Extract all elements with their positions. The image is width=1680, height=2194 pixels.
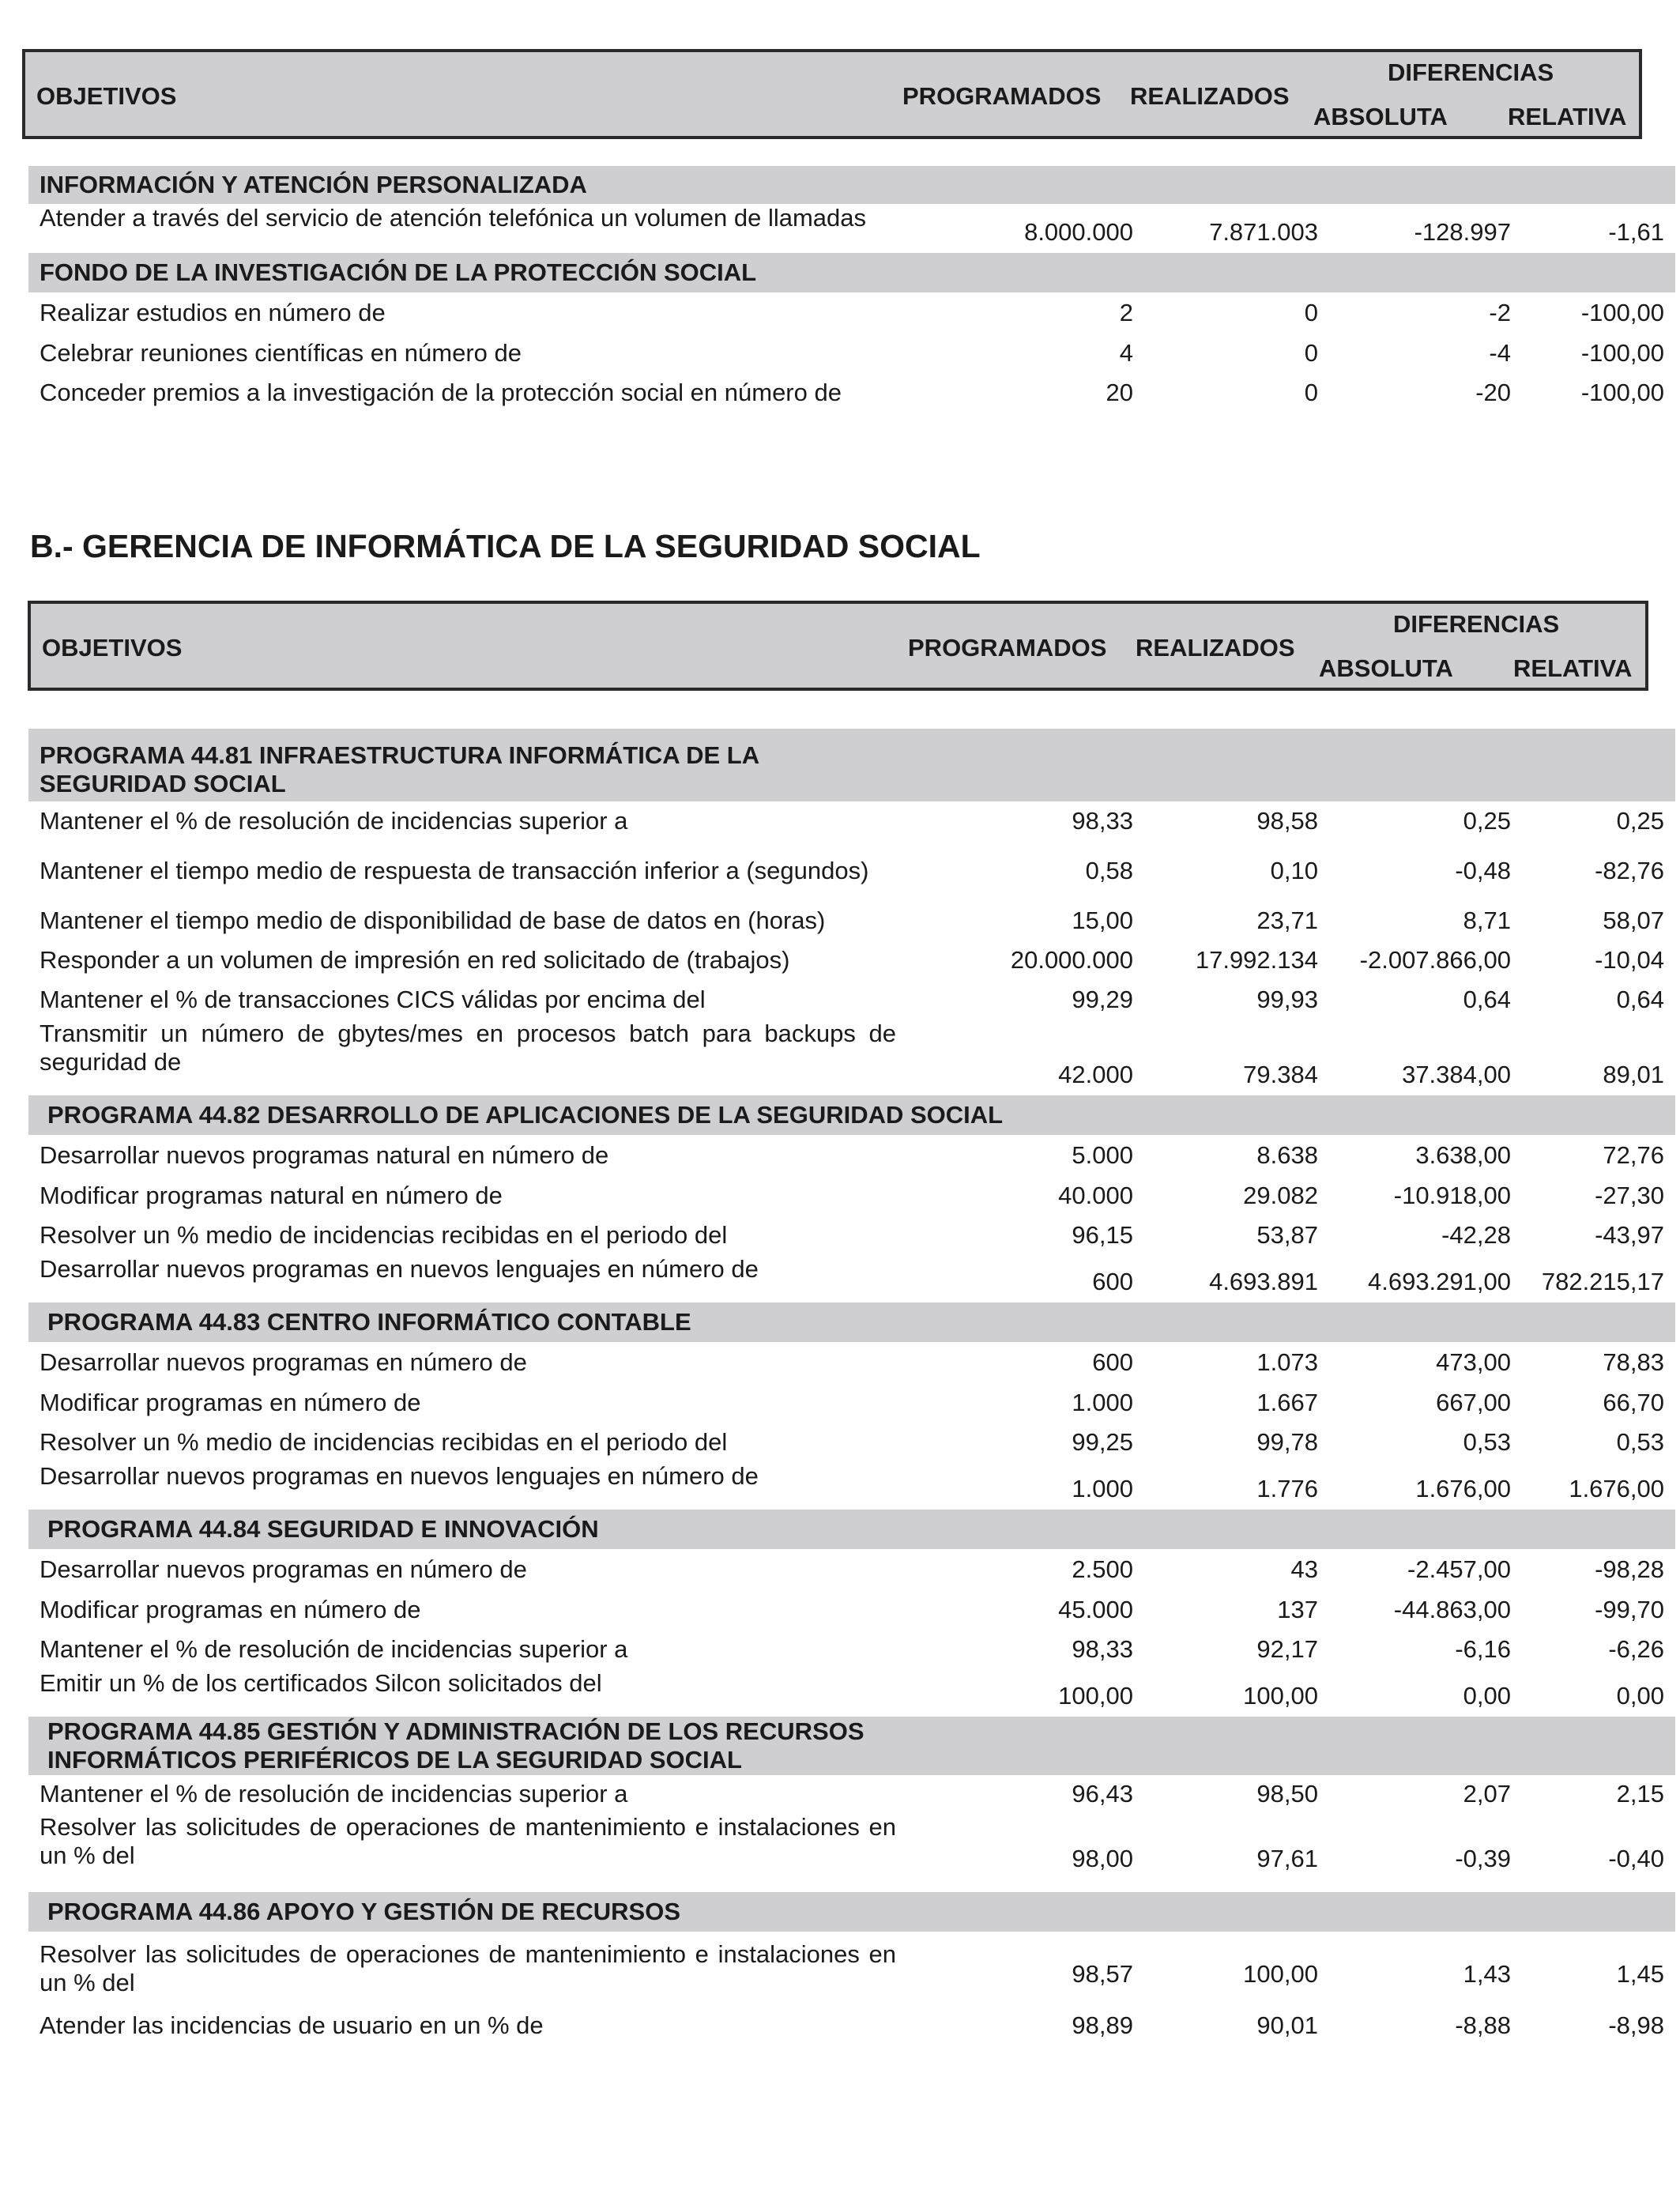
realizados-cell: 7.871.003 bbox=[1209, 218, 1318, 246]
objetivo-cell: Desarrollar nuevos programas en número de bbox=[40, 1348, 527, 1376]
section-title: PROGRAMA 44.84 SEGURIDAD E INNOVACIÓN bbox=[28, 1510, 1675, 1549]
section-header bbox=[28, 1302, 1675, 1342]
section-header bbox=[28, 729, 1675, 801]
relativa-cell: 1,45 bbox=[1616, 1960, 1664, 1988]
table-row bbox=[28, 1423, 1675, 1462]
absoluta-cell: 0,53 bbox=[1463, 1428, 1511, 1456]
realizados-cell: 0,10 bbox=[1270, 857, 1318, 884]
programados-cell: 45.000 bbox=[1058, 1596, 1133, 1623]
objetivo-cell: Desarrollar nuevos programas en nuevos lenguajes en número de bbox=[40, 1462, 759, 1490]
table-row bbox=[28, 980, 1675, 1020]
objetivo-cell: Mantener el % de resolución de incidencias superior a bbox=[40, 807, 628, 835]
table-row bbox=[28, 901, 1675, 941]
table-row bbox=[28, 204, 1675, 253]
objetivo-cell: Transmitir un número de gbytes/mes en procesos batch para backups de seguridad de bbox=[40, 1020, 896, 1076]
objetivo-cell: Celebrar reuniones científicas en número de bbox=[40, 339, 522, 367]
realizados-cell: 137 bbox=[1277, 1596, 1318, 1623]
header-objetivos: OBJETIVOS bbox=[36, 82, 177, 110]
section-header bbox=[28, 166, 1675, 204]
objetivo-cell: Atender las incidencias de usuario en un % de bbox=[40, 2011, 544, 2039]
realizados-cell: 98,58 bbox=[1256, 807, 1318, 835]
realizados-cell: 99,78 bbox=[1256, 1428, 1318, 1456]
header-absoluta: ABSOLUTA bbox=[1313, 103, 1448, 130]
section-title: PROGRAMA 44.83 CENTRO INFORMÁTICO CONTABLE bbox=[28, 1302, 1675, 1342]
table-row bbox=[28, 1176, 1675, 1216]
absoluta-cell: 1.676,00 bbox=[1415, 1475, 1511, 1502]
table-row bbox=[28, 1020, 1675, 1095]
section-header bbox=[28, 1095, 1675, 1135]
programados-cell: 98,57 bbox=[1072, 1960, 1133, 1988]
objetivo-cell: Resolver las solicitudes de operaciones de mantenimiento e instalaciones en un % del bbox=[40, 1940, 896, 1996]
header-realizados: REALIZADOS bbox=[1130, 82, 1290, 110]
table-row bbox=[28, 1255, 1675, 1302]
absoluta-cell: 37.384,00 bbox=[1402, 1061, 1511, 1088]
table-row bbox=[28, 801, 1675, 841]
table-b bbox=[28, 729, 1675, 2045]
table-row bbox=[28, 941, 1675, 980]
section-title: PROGRAMA 44.81 INFRAESTRUCTURA INFORMÁTICA DE LA SEGURIDAD SOCIAL bbox=[28, 729, 907, 801]
section-title: PROGRAMA 44.86 APOYO Y GESTIÓN DE RECURSOS bbox=[28, 1892, 1675, 1932]
absoluta-cell: 3.638,00 bbox=[1415, 1141, 1511, 1169]
realizados-cell: 43 bbox=[1290, 1555, 1318, 1583]
programados-cell: 20 bbox=[1106, 379, 1133, 406]
table-row bbox=[28, 1462, 1675, 1510]
relativa-cell: 2,15 bbox=[1616, 1780, 1664, 1808]
programados-cell: 98,00 bbox=[1072, 1845, 1133, 1872]
table-row bbox=[28, 1549, 1675, 1590]
relativa-cell: -100,00 bbox=[1580, 299, 1664, 326]
realizados-cell: 90,01 bbox=[1256, 2011, 1318, 2039]
realizados-cell: 97,61 bbox=[1256, 1845, 1318, 1872]
programados-cell: 99,25 bbox=[1072, 1428, 1133, 1456]
relativa-cell: -10,04 bbox=[1595, 946, 1664, 974]
relativa-cell: 0,00 bbox=[1616, 1682, 1664, 1710]
table-row bbox=[28, 1813, 1675, 1892]
objetivo-cell: Modificar programas natural en número de bbox=[40, 1182, 503, 1209]
section-header bbox=[28, 253, 1675, 292]
objetivo-cell: Responder a un volumen de impresión en red solicitado de (trabajos) bbox=[40, 946, 790, 974]
section-title: FONDO DE LA INVESTIGACIÓN DE LA PROTECCIÓN SOCIAL bbox=[28, 253, 907, 292]
programados-cell: 1.000 bbox=[1072, 1389, 1133, 1416]
relativa-cell: 1.676,00 bbox=[1569, 1475, 1664, 1502]
absoluta-cell: -0,39 bbox=[1455, 1845, 1511, 1872]
realizados-cell: 98,50 bbox=[1256, 1780, 1318, 1808]
header-programados: PROGRAMADOS bbox=[908, 634, 1107, 662]
realizados-cell: 79.384 bbox=[1243, 1061, 1318, 1088]
table-row bbox=[28, 334, 1675, 373]
objetivo-cell: Resolver un % medio de incidencias recibidas en el periodo del bbox=[40, 1221, 728, 1249]
table-row bbox=[28, 1216, 1675, 1255]
table-row bbox=[28, 373, 1675, 413]
absoluta-cell: -44.863,00 bbox=[1393, 1596, 1511, 1623]
realizados-cell: 8.638 bbox=[1256, 1141, 1318, 1169]
objetivo-cell: Conceder premios a la investigación de la protección social en número de bbox=[40, 379, 842, 406]
table-row bbox=[28, 1383, 1675, 1423]
absoluta-cell: 4.693.291,00 bbox=[1367, 1268, 1511, 1295]
absoluta-cell: -2.007.866,00 bbox=[1359, 946, 1511, 974]
realizados-cell: 99,93 bbox=[1256, 986, 1318, 1013]
objetivo-cell: Mantener el % de resolución de incidencias superior a bbox=[40, 1635, 628, 1663]
header-diferencias: DIFERENCIAS bbox=[1388, 58, 1554, 86]
programados-cell: 98,33 bbox=[1072, 807, 1133, 835]
relativa-cell: -1,61 bbox=[1608, 218, 1664, 246]
relativa-cell: -82,76 bbox=[1595, 857, 1664, 884]
relativa-cell: -43,97 bbox=[1595, 1221, 1664, 1249]
table-row bbox=[28, 2006, 1675, 2045]
absoluta-cell: -42,28 bbox=[1441, 1221, 1511, 1249]
relativa-cell: -98,28 bbox=[1595, 1555, 1664, 1583]
objetivo-cell: Realizar estudios en número de bbox=[40, 299, 386, 326]
relativa-cell: -0,40 bbox=[1608, 1845, 1664, 1872]
table-row bbox=[28, 292, 1675, 334]
realizados-cell: 1.073 bbox=[1256, 1348, 1318, 1376]
relativa-cell: -6,26 bbox=[1608, 1635, 1664, 1663]
absoluta-cell: -6,16 bbox=[1455, 1635, 1511, 1663]
absoluta-cell: -8,88 bbox=[1455, 2011, 1511, 2039]
objetivo-cell: Mantener el % de transacciones CICS válidas por encima del bbox=[40, 986, 706, 1013]
table-b-header bbox=[28, 601, 1648, 691]
header-relativa: RELATIVA bbox=[1508, 103, 1627, 130]
relativa-cell: 89,01 bbox=[1603, 1061, 1664, 1088]
header-absoluta: ABSOLUTA bbox=[1319, 654, 1453, 682]
relativa-cell: -99,70 bbox=[1595, 1596, 1664, 1623]
absoluta-cell: 8,71 bbox=[1463, 907, 1511, 934]
programados-cell: 4 bbox=[1119, 339, 1133, 367]
absoluta-cell: -10.918,00 bbox=[1393, 1182, 1511, 1209]
realizados-cell: 1.776 bbox=[1256, 1475, 1318, 1502]
realizados-cell: 92,17 bbox=[1256, 1635, 1318, 1663]
header-objetivos: OBJETIVOS bbox=[42, 634, 183, 662]
programados-cell: 600 bbox=[1092, 1268, 1133, 1295]
table-row bbox=[28, 1630, 1675, 1669]
relativa-cell: 782.215,17 bbox=[1541, 1268, 1664, 1295]
absoluta-cell: 667,00 bbox=[1436, 1389, 1511, 1416]
absoluta-cell: -2.457,00 bbox=[1407, 1555, 1511, 1583]
programados-cell: 2 bbox=[1119, 299, 1133, 326]
section-title bbox=[28, 1717, 1675, 1775]
objetivo-cell: Desarrollar nuevos programas en nuevos lenguajes en número de bbox=[40, 1255, 759, 1283]
programados-cell: 98,89 bbox=[1072, 2011, 1133, 2039]
objetivo-cell: Resolver un % medio de incidencias recibidas en el periodo del bbox=[40, 1428, 728, 1456]
programados-cell: 5.000 bbox=[1072, 1141, 1133, 1169]
table-row bbox=[28, 1669, 1675, 1717]
section-header bbox=[28, 1717, 1675, 1775]
table-row bbox=[28, 1590, 1675, 1630]
objetivo-cell: Mantener el tiempo medio de disponibilidad de base de datos en (horas) bbox=[40, 907, 826, 934]
realizados-cell: 4.693.891 bbox=[1209, 1268, 1318, 1295]
realizados-cell: 100,00 bbox=[1243, 1960, 1318, 1988]
objetivo-cell: Desarrollar nuevos programas natural en número de bbox=[40, 1141, 609, 1169]
realizados-cell: 1.667 bbox=[1256, 1389, 1318, 1416]
realizados-cell: 0 bbox=[1304, 299, 1318, 326]
programados-cell: 1.000 bbox=[1072, 1475, 1133, 1502]
relativa-cell: 0,64 bbox=[1616, 986, 1664, 1013]
objetivo-cell: Modificar programas en número de bbox=[40, 1389, 421, 1416]
programados-cell: 0,58 bbox=[1085, 857, 1133, 884]
absoluta-cell: -4 bbox=[1489, 339, 1511, 367]
programados-cell: 98,33 bbox=[1072, 1635, 1133, 1663]
table-a-header bbox=[22, 49, 1642, 139]
relativa-cell: -27,30 bbox=[1595, 1182, 1664, 1209]
section-header bbox=[28, 1892, 1675, 1932]
objetivo-cell: Modificar programas en número de bbox=[40, 1596, 421, 1623]
relativa-cell: 66,70 bbox=[1603, 1389, 1664, 1416]
programados-cell: 15,00 bbox=[1072, 907, 1133, 934]
section-b-title: B.- GERENCIA DE INFORMÁTICA DE LA SEGURIDAD SOCIAL bbox=[30, 528, 981, 564]
section-title: PROGRAMA 44.82 DESARROLLO DE APLICACIONES DE LA SEGURIDAD SOCIAL bbox=[28, 1095, 1675, 1135]
header-relativa: RELATIVA bbox=[1513, 654, 1633, 682]
programados-cell: 42.000 bbox=[1058, 1061, 1133, 1088]
relativa-cell: 0,25 bbox=[1616, 807, 1664, 835]
relativa-cell: 72,76 bbox=[1603, 1141, 1664, 1169]
absoluta-cell: 1,43 bbox=[1463, 1960, 1511, 1988]
table-row bbox=[28, 1775, 1675, 1813]
relativa-cell: 0,53 bbox=[1616, 1428, 1664, 1456]
absoluta-cell: 0,25 bbox=[1463, 807, 1511, 835]
absoluta-cell: -20 bbox=[1475, 379, 1511, 406]
absoluta-cell: 2,07 bbox=[1463, 1780, 1511, 1808]
table-row bbox=[28, 841, 1675, 901]
section-header bbox=[28, 1510, 1675, 1549]
section-title-text: PROGRAMA 44.85 GESTIÓN Y ADMINISTRACIÓN DE LOS RECURSOS INFORMÁTICOS PERIFÉRICOS DE LA SEGURIDAD SOCIAL bbox=[47, 1717, 864, 1774]
table-row bbox=[28, 1932, 1675, 2006]
table-row bbox=[28, 1342, 1675, 1383]
programados-cell: 96,15 bbox=[1072, 1221, 1133, 1249]
objetivo-cell: Resolver las solicitudes de operaciones de mantenimiento e instalaciones en un % del bbox=[40, 1813, 896, 1869]
programados-cell: 2.500 bbox=[1072, 1555, 1133, 1583]
realizados-cell: 23,71 bbox=[1256, 907, 1318, 934]
objetivo-cell: Mantener el % de resolución de incidencias superior a bbox=[40, 1780, 628, 1808]
relativa-cell: -100,00 bbox=[1580, 379, 1664, 406]
table-row bbox=[28, 1135, 1675, 1176]
section-title: INFORMACIÓN Y ATENCIÓN PERSONALIZADA bbox=[28, 166, 907, 204]
objetivo-cell: Mantener el tiempo medio de respuesta de transacción inferior a (segundos) bbox=[40, 857, 869, 884]
header-programados: PROGRAMADOS bbox=[902, 82, 1102, 110]
absoluta-cell: -0,48 bbox=[1455, 857, 1511, 884]
realizados-cell: 0 bbox=[1304, 379, 1318, 406]
realizados-cell: 29.082 bbox=[1243, 1182, 1318, 1209]
absoluta-cell: 0,00 bbox=[1463, 1682, 1511, 1710]
programados-cell: 96,43 bbox=[1072, 1780, 1133, 1808]
programados-cell: 99,29 bbox=[1072, 986, 1133, 1013]
programados-cell: 100,00 bbox=[1058, 1682, 1133, 1710]
realizados-cell: 53,87 bbox=[1256, 1221, 1318, 1249]
programados-cell: 40.000 bbox=[1058, 1182, 1133, 1209]
absoluta-cell: 0,64 bbox=[1463, 986, 1511, 1013]
objetivo-cell: Desarrollar nuevos programas en número de bbox=[40, 1555, 527, 1583]
objetivo-cell: Emitir un % de los certificados Silcon solicitados del bbox=[40, 1669, 602, 1697]
programados-cell: 20.000.000 bbox=[1010, 946, 1133, 974]
objetivo-cell: Atender a través del servicio de atención telefónica un volumen de llamadas bbox=[40, 204, 867, 232]
relativa-cell: 58,07 bbox=[1603, 907, 1664, 934]
programados-cell: 8.000.000 bbox=[1024, 218, 1133, 246]
relativa-cell: -8,98 bbox=[1608, 2011, 1664, 2039]
absoluta-cell: -2 bbox=[1489, 299, 1511, 326]
realizados-cell: 17.992.134 bbox=[1195, 946, 1318, 974]
realizados-cell: 100,00 bbox=[1243, 1682, 1318, 1710]
table-a bbox=[28, 166, 1675, 413]
relativa-cell: 78,83 bbox=[1603, 1348, 1664, 1376]
absoluta-cell: -128.997 bbox=[1414, 218, 1511, 246]
absoluta-cell: 473,00 bbox=[1436, 1348, 1511, 1376]
programados-cell: 600 bbox=[1092, 1348, 1133, 1376]
relativa-cell: -100,00 bbox=[1580, 339, 1664, 367]
header-realizados: REALIZADOS bbox=[1136, 634, 1295, 662]
realizados-cell: 0 bbox=[1304, 339, 1318, 367]
header-diferencias: DIFERENCIAS bbox=[1393, 610, 1560, 638]
